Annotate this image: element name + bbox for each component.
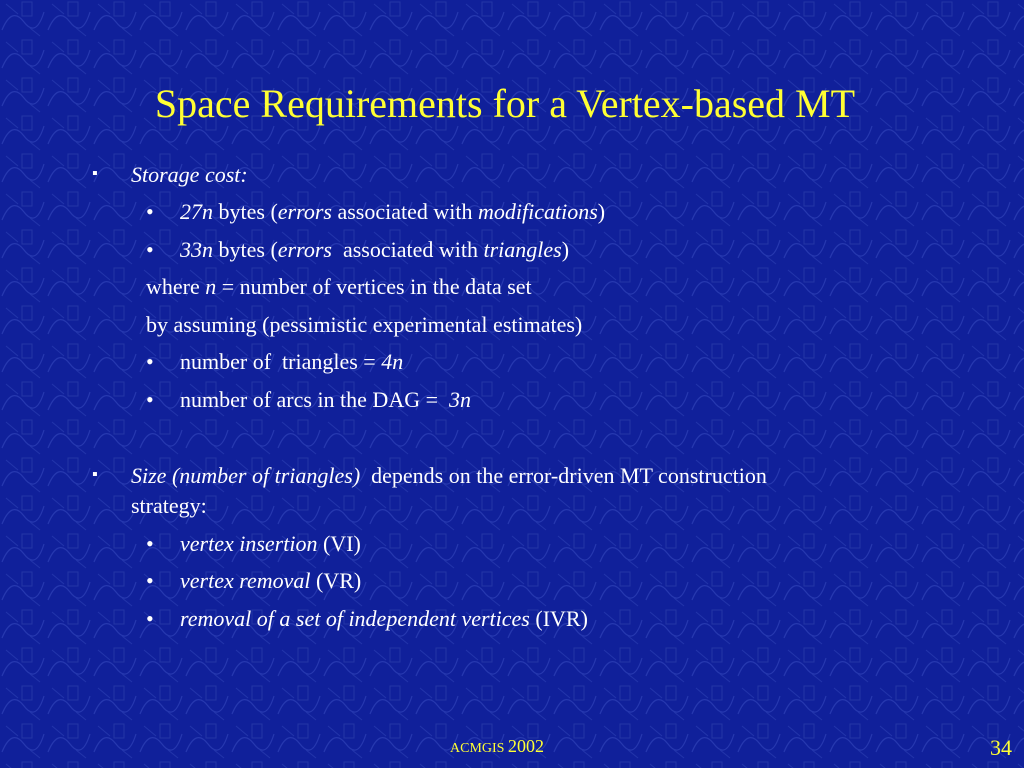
square-bullet-icon: ▪ (92, 466, 98, 483)
dot-bullet-icon: • (146, 199, 154, 224)
dot-bullet-icon: • (146, 237, 154, 262)
dot-bullet-icon: • (146, 568, 154, 593)
dot-bullet-icon: • (146, 387, 154, 412)
storage-item-modifications: 27n bytes (errors associated with modifications) (180, 199, 606, 224)
dot-bullet-icon: • (146, 606, 154, 631)
size-strategy-lead: Size (number of triangles) depends on the error-driven MT construction (131, 463, 767, 488)
dot-bullet-icon: • (146, 349, 154, 374)
assumption-line: by assuming (pessimistic experimental estimates) (146, 312, 583, 337)
slide-title: Space Requirements for a Vertex-based MT (154, 81, 856, 126)
storage-item-triangles: 33n bytes (errors associated with triangles) (180, 237, 570, 262)
page-number: 34 (990, 735, 1012, 760)
strategy-vertex-insertion: vertex insertion (VI) (180, 531, 361, 556)
size-strategy-continuation: strategy: (131, 493, 207, 518)
strategy-independent-vertices: removal of a set of independent vertices (IVR) (180, 606, 588, 631)
footer-conference: ACMGIS 2002 (450, 736, 544, 756)
dot-bullet-icon: • (146, 531, 154, 556)
storage-cost-heading: Storage cost: (131, 162, 248, 187)
arc-count-estimate: number of arcs in the DAG = 3n (180, 387, 472, 412)
triangle-count-estimate: number of triangles = 4n (180, 349, 404, 374)
square-bullet-icon: ▪ (92, 165, 98, 182)
where-n-definition: where n = number of vertices in the data set (146, 274, 532, 299)
strategy-vertex-removal: vertex removal (VR) (180, 568, 362, 593)
